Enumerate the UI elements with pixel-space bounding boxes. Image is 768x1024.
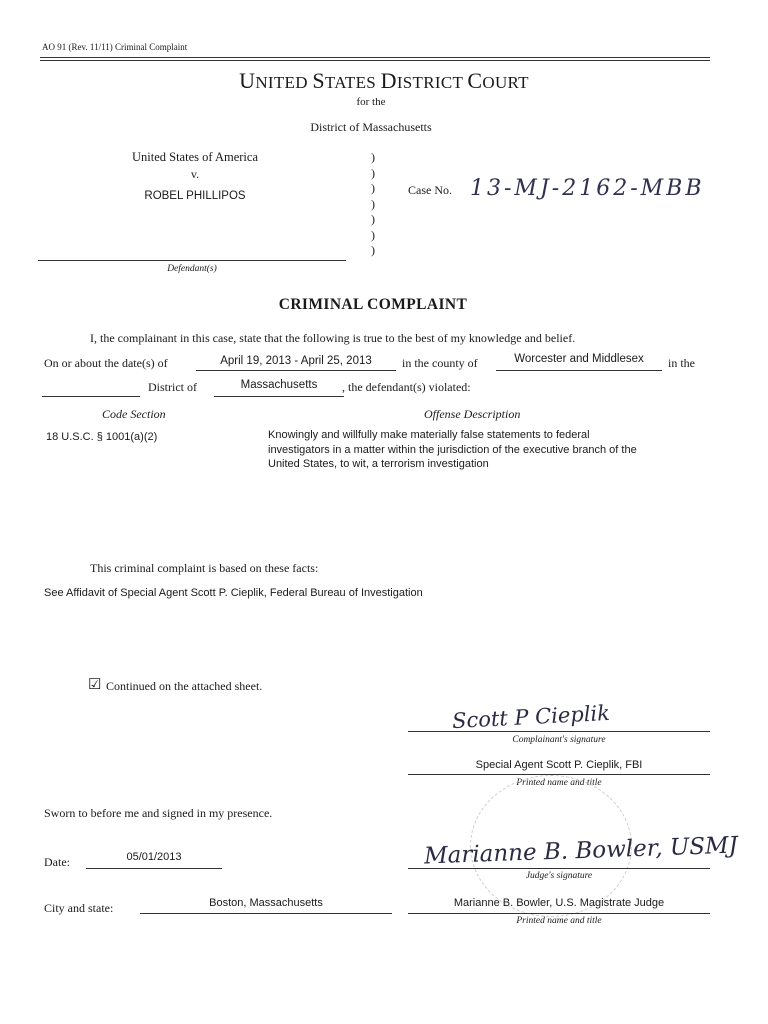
dates-line bbox=[196, 370, 396, 371]
offense-description-line: Knowingly and willfully make materially false statements to federal bbox=[268, 429, 590, 441]
county-value: Worcester and Middlesex bbox=[514, 353, 644, 365]
date-line bbox=[86, 868, 222, 869]
judge-printed-line bbox=[408, 913, 710, 914]
offense-dates: April 19, 2013 - April 25, 2013 bbox=[220, 355, 372, 367]
court-word: COURT bbox=[467, 68, 529, 93]
court-name bbox=[0, 68, 768, 94]
offense-description-header: Offense Description bbox=[424, 407, 521, 421]
form-id: AO 91 (Rev. 11/11) Criminal Complaint bbox=[42, 42, 188, 52]
city-state-value: Boston, Massachusetts bbox=[209, 897, 323, 909]
judge-signature: Marianne B. Bowler, USMJ bbox=[423, 832, 739, 870]
offense-description-line: investigators in a matter within the jurisdiction of the executive branch of the bbox=[268, 443, 637, 456]
city-state-line bbox=[140, 913, 392, 914]
versus: v. bbox=[190, 167, 200, 181]
date-label: Date: bbox=[44, 855, 70, 869]
defendant-name: ROBEL PHILLIPOS bbox=[144, 190, 246, 202]
complainant-signature: Scott P Cieplik bbox=[451, 700, 611, 734]
complainant-printed-name: Special Agent Scott P. Cieplik, FBI bbox=[475, 759, 643, 771]
case-no-label: Case No. bbox=[408, 183, 452, 197]
judge-printed-label: Printed name and title bbox=[516, 916, 602, 926]
code-section-value: 18 U.S.C. § 1001(a)(2) bbox=[46, 431, 158, 443]
defendant-label: Defendant(s) bbox=[167, 264, 217, 274]
offense-description bbox=[268, 428, 637, 472]
district-row-suffix: , the defendant(s) violated: bbox=[342, 380, 471, 394]
court-word: STATES bbox=[312, 68, 381, 93]
caption-parens: ) ) ) ) ) ) ) bbox=[371, 150, 375, 257]
header-rule-bottom bbox=[40, 60, 710, 61]
facts-label: This criminal complaint is based on these facts: bbox=[90, 561, 319, 575]
for-the: for the bbox=[356, 96, 386, 108]
facts-text: See Affidavit of Special Agent Scott P. Cieplik, Federal Bureau of Investigation bbox=[44, 587, 423, 599]
county-label: in the county of bbox=[402, 356, 478, 370]
district-row-value: Massachusetts bbox=[240, 379, 318, 391]
county-line bbox=[496, 370, 662, 371]
code-section-header: Code Section bbox=[102, 407, 166, 421]
district-row-label: District of bbox=[148, 380, 197, 394]
complainant-signature-label: Complainant's signature bbox=[512, 735, 606, 745]
case-no-value: 13-MJ-2162-MBB bbox=[470, 176, 705, 201]
court-word: DISTRICT bbox=[380, 68, 468, 93]
header-rule-top bbox=[40, 57, 710, 58]
date-value: 05/01/2013 bbox=[126, 851, 182, 863]
plaintiff-name: United States of America bbox=[131, 150, 258, 164]
district-value-line bbox=[214, 396, 344, 397]
dates-prefix: On or about the date(s) of bbox=[44, 356, 168, 370]
judge-signature-line bbox=[408, 868, 710, 869]
district-name: District of Massachusetts bbox=[310, 120, 432, 134]
judge-printed-name: Marianne B. Bowler, U.S. Magistrate Judge bbox=[453, 897, 665, 909]
sworn-statement: Sworn to before me and signed in my presence. bbox=[44, 806, 273, 820]
offense-description-line: United States, to wit, a terrorism investigation bbox=[268, 458, 489, 470]
continued-label: Continued on the attached sheet. bbox=[106, 679, 263, 693]
blank-district-line bbox=[42, 396, 140, 397]
court-word: UNITED bbox=[239, 68, 313, 93]
defendant-line bbox=[38, 260, 346, 261]
document-title: CRIMINAL COMPLAINT bbox=[278, 296, 468, 313]
judge-signature-label: Judge's signature bbox=[525, 871, 593, 881]
complainant-printed-label: Printed name and title bbox=[516, 778, 602, 788]
complainant-statement: I, the complainant in this case, state that the following is true to the best of my knowledge and belief. bbox=[90, 331, 576, 345]
complainant-signature-line bbox=[408, 731, 710, 732]
continued-checkbox[interactable]: ☑ bbox=[88, 677, 102, 693]
dates-suffix: in the bbox=[668, 356, 695, 370]
city-state-label: City and state: bbox=[44, 901, 114, 915]
